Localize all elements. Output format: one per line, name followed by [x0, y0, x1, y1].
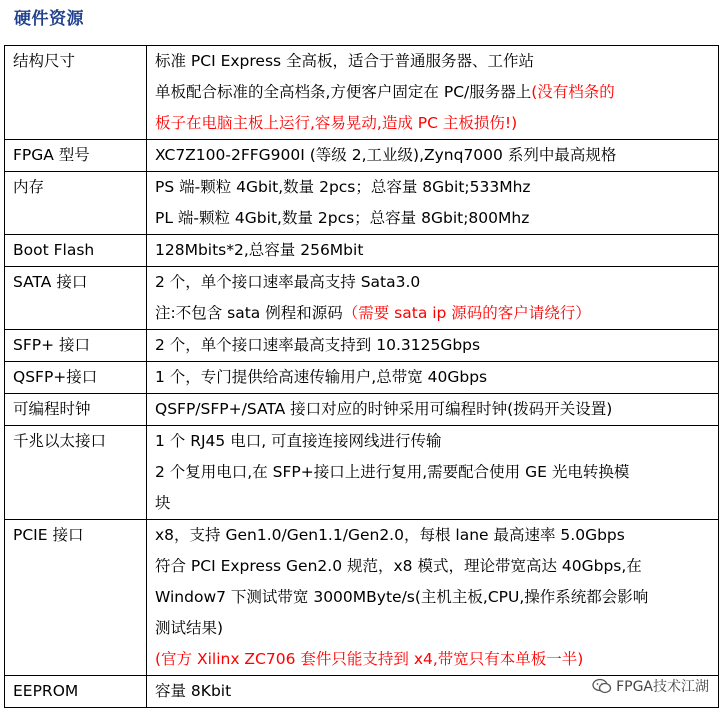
spec-value-line	[155, 362, 710, 393]
spec-value-text: 1 个 RJ45 电口, 可直接连接网线进行传输	[155, 432, 442, 450]
spec-value-text: 1 个，专门提供给高速传输用户,总带宽 40Gbps	[155, 368, 488, 386]
section-title: 硬件资源	[14, 9, 84, 29]
spec-value-note: 板子在电脑主板上运行,容易晃动,造成 PC 主板损伤!)	[155, 114, 518, 132]
spec-value-text: 块	[155, 494, 171, 512]
spec-row	[5, 46, 719, 140]
spec-label: 内存	[5, 172, 147, 235]
spec-value-line	[155, 298, 710, 329]
spec-value	[147, 394, 719, 426]
spec-value-line	[155, 330, 710, 361]
spec-label: 千兆以太接口	[5, 426, 147, 520]
spec-row	[5, 330, 719, 362]
spec-value-note: (官方 Xilinx ZC706 套件只能支持到 x4,带宽只有本单板一半)	[155, 650, 584, 668]
spec-value-text: 2 个，单个接口速率最高支持到 10.3125Gbps	[155, 336, 481, 354]
spec-label: 结构尺寸	[5, 46, 147, 140]
spec-value	[147, 520, 719, 676]
spec-value-line	[155, 172, 710, 203]
spec-value-line	[155, 394, 710, 425]
watermark	[592, 676, 709, 696]
spec-row	[5, 172, 719, 235]
spec-value-line	[155, 551, 710, 582]
spec-value	[147, 235, 719, 267]
spec-value-line	[155, 520, 710, 551]
spec-value-line	[155, 235, 710, 266]
spec-value-text: PL 端-颗粒 4Gbit,数量 2pcs；总容量 8Gbit;800Mhz	[155, 209, 530, 227]
spec-label: SATA 接口	[5, 267, 147, 330]
spec-value	[147, 46, 719, 140]
spec-value-line	[155, 426, 710, 457]
spec-value-line	[155, 613, 710, 644]
spec-value-text: 容量 8Kbit	[155, 682, 232, 700]
spec-value-line	[155, 203, 710, 234]
spec-row	[5, 235, 719, 267]
watermark-text: FPGA技术江湖	[616, 679, 709, 695]
spec-value-line	[155, 46, 710, 77]
spec-value-note: (没有档条的	[531, 83, 615, 101]
spec-value-text: 单板配合标准的全高档条,方便客户固定在 PC/服务器上	[155, 83, 532, 101]
spec-value-text: x8，支持 Gen1.0/Gen1.1/Gen2.0，每根 lane 最高速率 5.0Gbps	[155, 526, 625, 544]
hardware-spec-table	[4, 45, 719, 708]
spec-row	[5, 520, 719, 676]
spec-label: FPGA 型号	[5, 140, 147, 172]
spec-label: Boot Flash	[5, 235, 147, 267]
spec-value-line	[155, 77, 710, 108]
spec-value	[147, 172, 719, 235]
spec-row	[5, 394, 719, 426]
spec-value-text: 2 个，单个接口速率最高支持 Sata3.0	[155, 273, 421, 291]
spec-value-line	[155, 644, 710, 675]
spec-value	[147, 267, 719, 330]
spec-value-text: XC7Z100-2FFG900I (等级 2,工业级),Zynq7000 系列中最高规格	[155, 146, 617, 164]
spec-label: QSFP+接口	[5, 362, 147, 394]
spec-value-text: Window7 下测试带宽 3000MByte/s(主机主板,CPU,操作系统都会影响	[155, 588, 649, 606]
spec-value-line	[155, 140, 710, 171]
spec-value-text: PS 端-颗粒 4Gbit,数量 2pcs；总容量 8Gbit;533Mhz	[155, 178, 531, 196]
spec-value-text: 2 个复用电口,在 SFP+接口上进行复用,需要配合使用 GE 光电转换模	[155, 463, 630, 481]
spec-value-text: 128Mbits*2,总容量 256Mbit	[155, 241, 364, 259]
spec-value-line	[155, 582, 710, 613]
spec-value-line	[155, 457, 710, 488]
spec-value-text: 标准 PCI Express 全高板，适合于普通服务器、工作站	[155, 52, 535, 70]
spec-value-note: （需要 sata ip 源码的客户请绕行）	[342, 304, 591, 322]
spec-label: 可编程时钟	[5, 394, 147, 426]
spec-label: PCIE 接口	[5, 520, 147, 676]
spec-value	[147, 426, 719, 520]
spec-label: EEPROM	[5, 676, 147, 708]
spec-value	[147, 140, 719, 172]
spec-value-text: QSFP/SFP+/SATA 接口对应的时钟采用可编程时钟(拨码开关设置)	[155, 400, 613, 418]
spec-value-line	[155, 267, 710, 298]
spec-row	[5, 267, 719, 330]
spec-row	[5, 426, 719, 520]
spec-value-line	[155, 108, 710, 139]
spec-row	[5, 362, 719, 394]
spec-value	[147, 362, 719, 394]
spec-value-line	[155, 488, 710, 519]
spec-label: SFP+ 接口	[5, 330, 147, 362]
spec-value	[147, 330, 719, 362]
spec-value-text: 测试结果)	[155, 619, 224, 637]
wechat-icon	[592, 678, 612, 694]
spec-row	[5, 140, 719, 172]
spec-value-text: 注:不包含 sata 例程和源码	[155, 304, 343, 322]
spec-value-text: 符合 PCI Express Gen2.0 规范，x8 模式，理论带宽高达 40Gbps,在	[155, 557, 642, 575]
